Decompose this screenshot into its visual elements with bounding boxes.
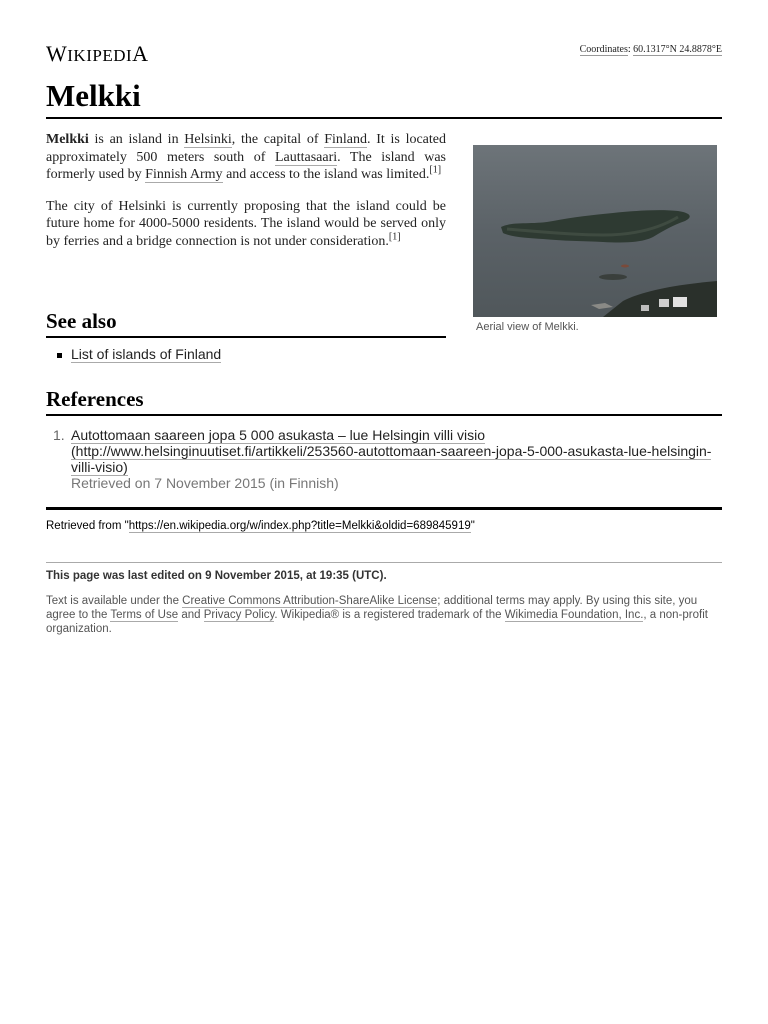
- text: and: [178, 609, 204, 621]
- thumbnail: [473, 145, 717, 333]
- link-helsinki[interactable]: Helsinki: [184, 132, 232, 147]
- coordinates-label-link[interactable]: Coordinates: [579, 44, 628, 55]
- see-also-heading: See also: [46, 308, 446, 338]
- page-title: Melkki: [46, 76, 722, 119]
- citation-link[interactable]: [1]: [388, 230, 401, 242]
- terms-of-use-link[interactable]: Terms of Use: [110, 609, 179, 621]
- text: Text is available under the: [46, 595, 183, 607]
- text: ": [470, 520, 475, 532]
- text: . It is located approximately 500 meters south of: [46, 132, 447, 165]
- image-caption: Aerial view of Melkki.: [476, 321, 579, 333]
- wikipedia-logo[interactable]: [46, 41, 149, 67]
- references-list: [46, 427, 722, 491]
- coordinates-separator: :: [627, 44, 634, 55]
- coordinates-value-link[interactable]: 60.1317°N 24.8878°E: [633, 44, 722, 55]
- references-heading: References: [46, 386, 722, 416]
- reference-title: Autottomaan saareen jopa 5 000 asukasta – lue Helsingin villi visio: [71, 427, 486, 443]
- reference-item: [46, 427, 722, 491]
- article-subject: Melkki: [46, 132, 89, 147]
- cc-license-link[interactable]: Creative Commons Attribution-ShareAlike License: [182, 595, 438, 607]
- retrieved-from: [46, 520, 475, 532]
- link-finnish-army[interactable]: Finnish Army: [145, 167, 223, 182]
- reference-retrieved: Retrieved on 7 November 2015 (in Finnish): [71, 475, 339, 491]
- text: . The island was formerly used by: [46, 149, 446, 182]
- logo-initial: W: [46, 41, 68, 66]
- text: , the capital of: [231, 132, 325, 147]
- privacy-policy-link[interactable]: Privacy Policy: [203, 609, 275, 621]
- paragraph-intro: [46, 131, 446, 184]
- citation-link[interactable]: [1]: [429, 164, 442, 176]
- link-lauttasaari[interactable]: Lauttasaari: [274, 149, 338, 165]
- reference-body: [71, 427, 721, 491]
- footer-divider: [46, 507, 722, 510]
- article-body: [46, 131, 446, 264]
- text: Retrieved from ": [46, 520, 129, 532]
- text: and access to the island was limited.: [222, 167, 430, 182]
- link-list-of-islands[interactable]: List of islands of Finland: [71, 346, 222, 362]
- reference-link[interactable]: [71, 427, 711, 476]
- license-text: [46, 594, 722, 636]
- wikimedia-foundation-link[interactable]: Wikimedia Foundation, Inc.: [504, 609, 644, 621]
- text: , a non-profit organization.: [46, 609, 708, 635]
- retrieved-url-link[interactable]: https://en.wikipedia.org/w/index.php?title=Melkki&oldid=689845919: [128, 520, 471, 532]
- footer-separator: [46, 562, 722, 563]
- reference-url: (http://www.helsinginuutiset.fi/artikkeli/253560-autottomaan-saareen-jopa-5-000-asukasta-lue-helsingin-villi-visio): [71, 443, 712, 475]
- text: is an island in: [88, 132, 185, 147]
- paragraph-proposal: [46, 198, 446, 251]
- logo-final: A: [132, 41, 149, 66]
- logo-middle: IKIPEDI: [67, 46, 133, 65]
- text: ; additional terms may apply. By using this site, you agree to the: [46, 595, 698, 621]
- link-finland[interactable]: Finland: [324, 132, 368, 147]
- aerial-photo[interactable]: [473, 145, 717, 317]
- see-also-list: [46, 346, 221, 362]
- text: The city of Helsinki is currently proposing that the island could be future home for 4000-5000 residents. The island would be served only by ferries and a bridge connection is not under consideration.: [46, 198, 446, 249]
- reference-number: 1.: [53, 427, 65, 443]
- top-bar: [46, 40, 722, 64]
- last-edited: This page was last edited on 9 November 2015, at 19:35 (UTC).: [46, 570, 387, 582]
- bullet-icon: [57, 353, 62, 358]
- list-item: [46, 346, 221, 362]
- coordinates: [580, 44, 722, 55]
- text: . Wikipedia® is a registered trademark of the: [274, 609, 505, 621]
